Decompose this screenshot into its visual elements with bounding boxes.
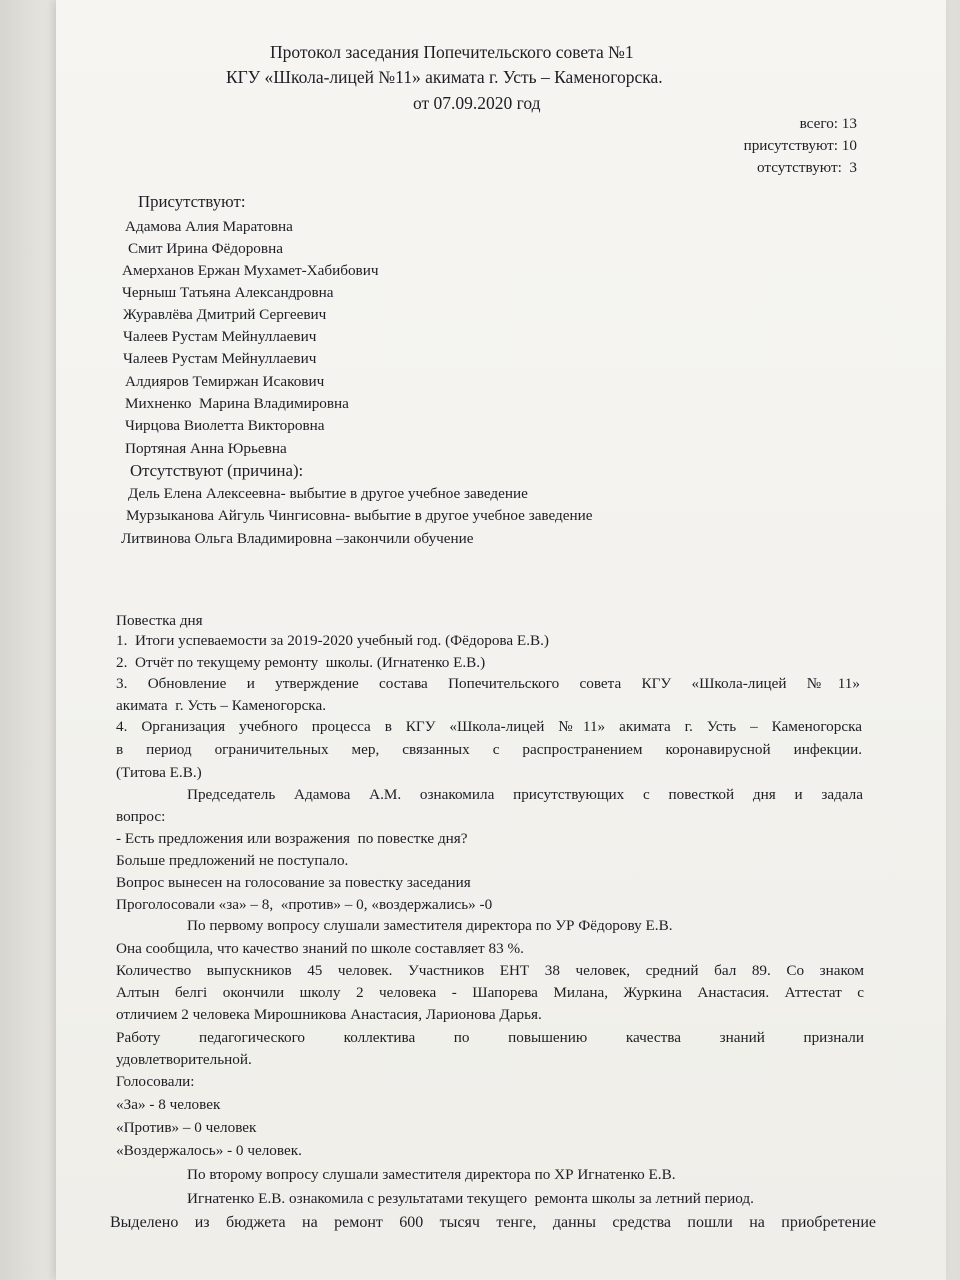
- body-line: Проголосовали «за» – 8, «против» – 0, «воздержались» -0: [116, 896, 493, 913]
- body-line: Председатель Адамова А.М. ознакомила присутствующих с повесткой дня и задала: [187, 786, 863, 803]
- attendance-absent: отсутствуют: 3: [757, 159, 857, 176]
- body-line: - Есть предложения или возражения по повестке дня?: [116, 830, 468, 847]
- present-member: Портяная Анна Юрьевна: [125, 440, 287, 457]
- present-member: Смит Ирина Фёдоровна: [128, 240, 283, 257]
- agenda-item: 4. Организация учебного процесса в КГУ «Школа-лицей №11» акимата г. Усть – Каменогорска: [116, 718, 862, 735]
- body-line: «Против» – 0 человек: [116, 1119, 257, 1136]
- agenda-item: в период ограничительных мер, связанных с распространением коронавирусной инфекции.: [116, 741, 862, 758]
- present-member: Амерханов Ержан Мухамет-Хабибович: [122, 262, 379, 279]
- body-line: «За» - 8 человек: [116, 1096, 221, 1113]
- body-line: Выделено из бюджета на ремонт 600 тысяч тенге, данны средства пошли на приобретение: [110, 1214, 876, 1231]
- title-line-3: от 07.09.2020 год: [413, 93, 541, 113]
- body-line: Больше предложений не поступало.: [116, 852, 349, 869]
- body-line: удовлетворительной.: [116, 1051, 252, 1068]
- body-line: По второму вопросу слушали заместителя директора по ХР Игнатенко Е.В.: [187, 1166, 676, 1183]
- body-line: «Воздержалось» - 0 человек.: [116, 1142, 302, 1159]
- present-member: Алдияров Темиржан Исакович: [125, 373, 325, 390]
- absent-member: Литвинова Ольга Владимировна –закончили обучение: [121, 530, 474, 547]
- body-line: Вопрос вынесен на голосование за повестку заседания: [116, 874, 471, 891]
- present-heading: Присутствуют:: [138, 192, 246, 211]
- agenda-item: 3. Обновление и утверждение состава Попечительского совета КГУ «Школа-лицей №11»: [116, 675, 860, 692]
- agenda-heading: Повестка дня: [116, 612, 203, 629]
- agenda-item: 2. Отчёт по текущему ремонту школы. (Игнатенко Е.В.): [116, 654, 486, 671]
- attendance-present: присутствуют: 10: [743, 137, 857, 154]
- agenda-item: (Титова Е.В.): [116, 764, 202, 781]
- title-line-1: Протокол заседания Попечительского совета №1: [270, 42, 634, 62]
- body-line: Количество выпускников 45 человек. Участников ЕНТ 38 человек, средний бал 89. Со знаком: [116, 962, 864, 979]
- present-member: Чалеев Рустам Мейнуллаевич: [123, 350, 317, 367]
- absent-heading: Отсутствуют (причина):: [130, 461, 304, 480]
- present-member: Чирцова Виолетта Викторовна: [125, 417, 325, 434]
- body-line: Алтын белгі окончили школу 2 человека - Шапорева Милана, Журкина Анастасия. Аттестат с: [116, 984, 864, 1001]
- absent-member: Дель Елена Алексеевна- выбытие в другое учебное заведение: [128, 485, 528, 502]
- body-line: вопрос:: [116, 808, 166, 825]
- title-line-2: КГУ «Школа-лицей №11» акимата г. Усть – Каменогорска.: [226, 67, 663, 87]
- agenda-item: 1. Итоги успеваемости за 2019-2020 учебный год. (Фёдорова Е.В.): [116, 632, 549, 649]
- present-member: Михненко Марина Владимировна: [125, 395, 349, 412]
- agenda-item: акимата г. Усть – Каменогорска.: [116, 697, 326, 714]
- body-line: Голосовали:: [116, 1073, 195, 1090]
- present-member: Черныш Татьяна Александровна: [122, 284, 334, 301]
- attendance-total: всего: 13: [799, 115, 857, 132]
- body-line: отличием 2 человека Мирошникова Анастасия, Ларионова Дарья.: [116, 1006, 542, 1023]
- body-line: Она сообщила, что качество знаний по школе составляет 83 %.: [116, 940, 524, 957]
- present-member: Журавлёва Дмитрий Сергеевич: [123, 306, 327, 323]
- present-member: Адамова Алия Маратовна: [125, 218, 293, 235]
- body-line: Игнатенко Е.В. ознакомила с результатами текущего ремонта школы за летний период.: [187, 1190, 754, 1207]
- body-line: По первому вопросу слушали заместителя директора по УР Фёдорову Е.В.: [187, 917, 673, 934]
- body-line: Работу педагогического коллектива по повышению качества знаний признали: [116, 1029, 864, 1046]
- absent-member: Мурзыканова Айгуль Чингисовна- выбытие в другое учебное заведение: [126, 507, 593, 524]
- present-member: Чалеев Рустам Мейнуллаевич: [123, 328, 317, 345]
